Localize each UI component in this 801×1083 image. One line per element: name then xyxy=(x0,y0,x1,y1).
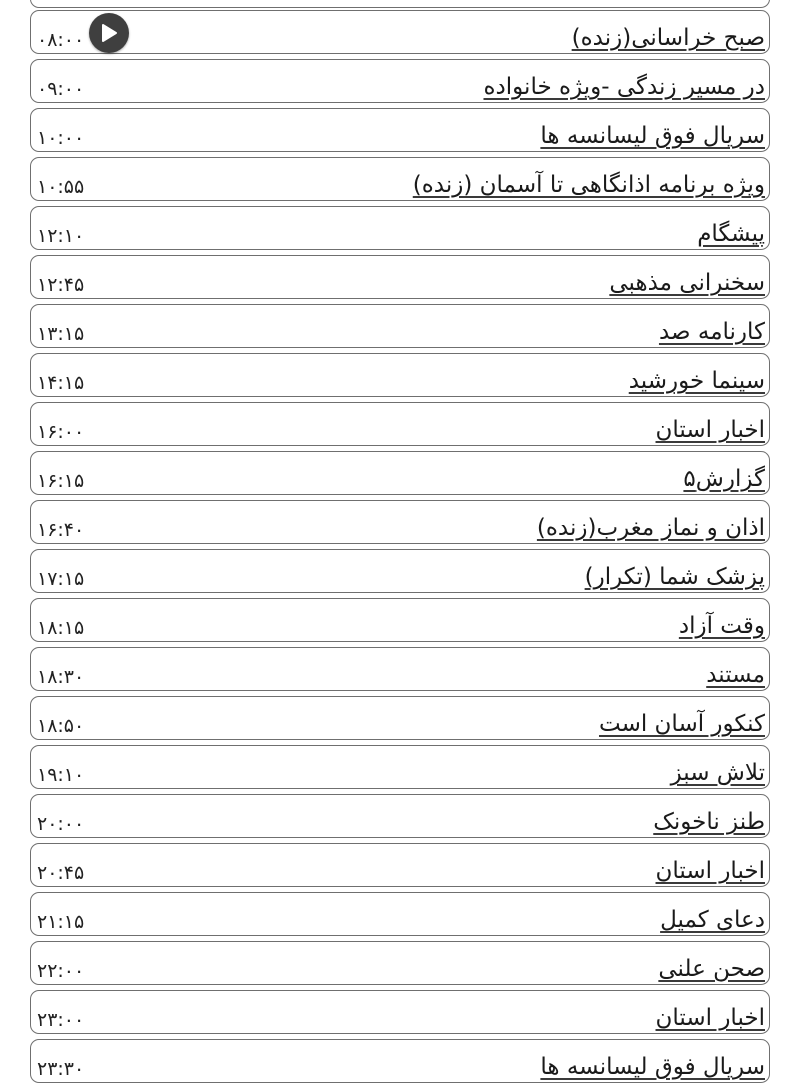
schedule-row-partial xyxy=(30,0,770,8)
program-title: تلاش سبز xyxy=(670,760,765,786)
program-time: ۱۸:۳۰ xyxy=(37,666,85,688)
program-time: ۲۳:۳۰ xyxy=(37,1058,85,1080)
schedule-row[interactable] xyxy=(30,255,770,299)
schedule-row[interactable] xyxy=(30,1039,770,1083)
schedule-row[interactable] xyxy=(30,157,770,201)
program-time: ۰۸:۰۰ xyxy=(37,29,85,51)
program-title: صحن علنی xyxy=(658,956,765,982)
program-title: پزشک شما (تکرار) xyxy=(584,564,765,590)
program-time: ۱۶:۰۰ xyxy=(37,421,85,443)
schedule-row[interactable] xyxy=(30,598,770,642)
program-time: ۲۳:۰۰ xyxy=(37,1009,85,1031)
schedule-row[interactable] xyxy=(30,500,770,544)
schedule-row[interactable] xyxy=(30,990,770,1034)
program-time: ۱۶:۴۰ xyxy=(37,519,85,541)
program-time: ۲۱:۱۵ xyxy=(37,911,85,933)
schedule-row[interactable] xyxy=(30,549,770,593)
program-time: ۲۰:۴۵ xyxy=(37,862,85,884)
program-title: اخبار استان xyxy=(655,1005,765,1031)
program-title: کارنامه صد xyxy=(658,319,765,345)
program-title: سخنرانی مذهبی xyxy=(609,270,765,296)
schedule-row[interactable] xyxy=(30,892,770,936)
schedule-row[interactable] xyxy=(30,843,770,887)
schedule-row[interactable] xyxy=(30,108,770,152)
program-time: ۱۶:۱۵ xyxy=(37,470,85,492)
program-time: ۱۴:۱۵ xyxy=(37,372,85,394)
program-title: سریال فوق لیسانسه ها xyxy=(540,1054,765,1080)
program-title: طنز ناخونک xyxy=(653,809,765,835)
program-time: ۲۲:۰۰ xyxy=(37,960,85,982)
program-title: کنکور آسان است xyxy=(598,711,765,737)
schedule-row[interactable] xyxy=(30,941,770,985)
program-time: ۰۹:۰۰ xyxy=(37,78,85,100)
program-title: صبح خراسانی(زنده) xyxy=(571,25,765,51)
schedule-row[interactable] xyxy=(30,206,770,250)
schedule-row[interactable] xyxy=(30,353,770,397)
program-time: ۱۸:۵۰ xyxy=(37,715,85,737)
schedule-row[interactable] xyxy=(30,745,770,789)
program-time: ۱۲:۱۰ xyxy=(37,225,85,247)
program-time: ۲۰:۰۰ xyxy=(37,813,85,835)
program-title: پیشگام xyxy=(697,221,765,247)
program-time: ۱۸:۱۵ xyxy=(37,617,85,639)
program-title: سینما خورشید xyxy=(628,368,765,394)
schedule-row[interactable] xyxy=(30,402,770,446)
program-time: ۱۰:۰۰ xyxy=(37,127,85,149)
program-time: ۱۷:۱۵ xyxy=(37,568,85,590)
schedule-row[interactable] xyxy=(30,647,770,691)
program-title: گزارش۵ xyxy=(683,466,765,492)
program-title: سریال فوق لیسانسه ها xyxy=(540,123,765,149)
program-title: اخبار استان xyxy=(655,417,765,443)
program-title: اذان و نماز مغرب(زنده) xyxy=(536,515,765,541)
program-time: ۱۳:۱۵ xyxy=(37,323,85,345)
program-title: مستند xyxy=(706,662,765,688)
schedule-row[interactable] xyxy=(30,304,770,348)
program-title: ویژه برنامه اذانگاهی تا آسمان (زنده) xyxy=(412,172,765,198)
program-time: ۱۰:۵۵ xyxy=(37,176,85,198)
program-title: در مسیر زندگی -ویژه خانواده xyxy=(483,74,765,100)
program-time: ۱۲:۴۵ xyxy=(37,274,85,296)
program-time: ۱۹:۱۰ xyxy=(37,764,85,786)
schedule-row[interactable] xyxy=(30,10,770,54)
play-icon xyxy=(100,23,118,43)
schedule-row[interactable] xyxy=(30,696,770,740)
program-title: دعای کمیل xyxy=(660,907,765,933)
schedule-row[interactable] xyxy=(30,794,770,838)
program-title: اخبار استان xyxy=(655,858,765,884)
schedule-row[interactable] xyxy=(30,451,770,495)
program-title: وقت آزاد xyxy=(678,613,765,639)
schedule-row[interactable] xyxy=(30,59,770,103)
play-button[interactable] xyxy=(89,13,129,53)
